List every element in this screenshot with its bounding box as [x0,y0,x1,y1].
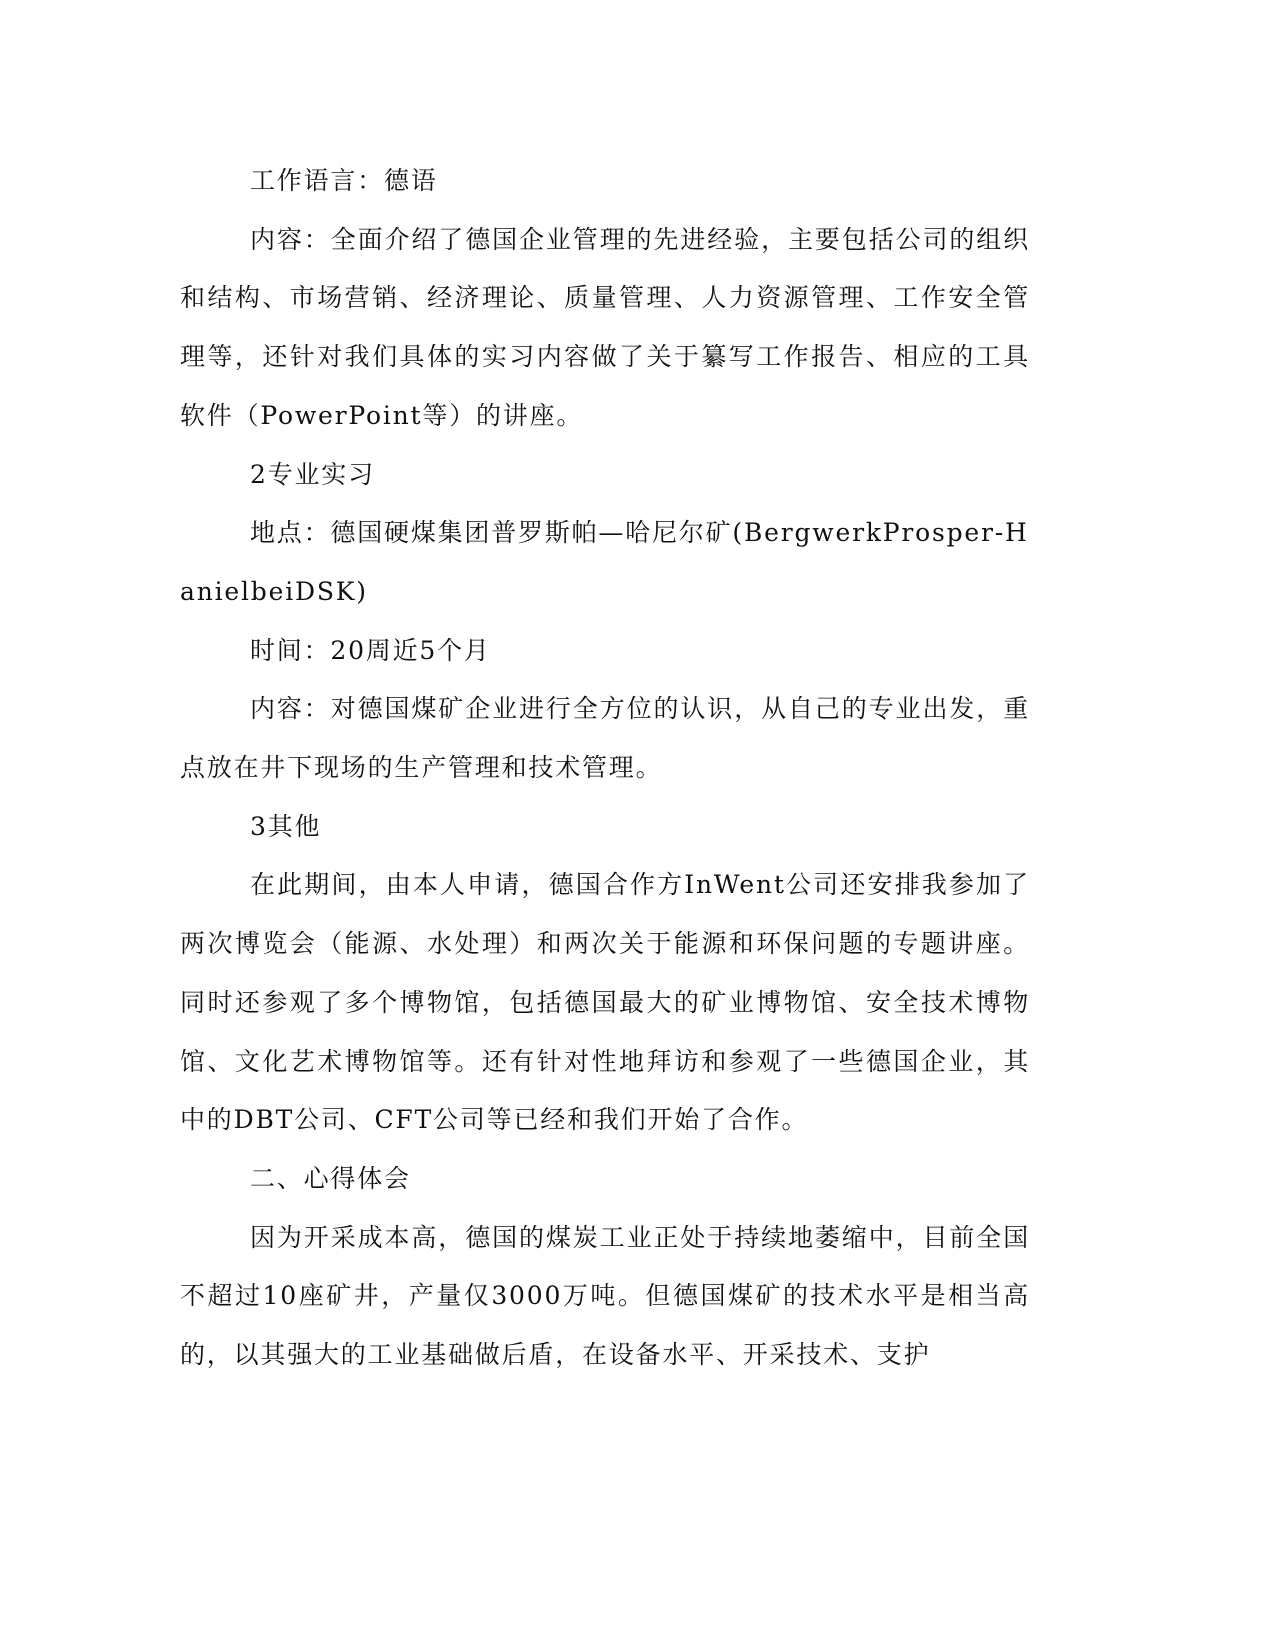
paragraph-training-content: 内容：全面介绍了德国企业管理的先进经验，主要包括公司的组织和结构、市场营销、经济理论、质量管理、人力资源管理、工作安全管理等，还针对我们具体的实习内容做了关于纂写工作报告、相应的工具软件（PowerPoint等）的讲座。 [180,224,1030,430]
document-body [180,152,1030,1385]
paragraph-location: 地点：德国硬煤集团普罗斯帕—哈尼尔矿(BergwerkProsper-HanielbeiDSK) [180,518,1029,606]
paragraph-working-language: 工作语言：德语 [250,166,438,195]
paragraph-internship-content: 内容：对德国煤矿企业进行全方位的认识，从自己的专业出发，重点放在井下现场的生产管理和技术管理。 [180,694,1030,783]
section-heading-other: 3其他 [250,811,322,841]
paragraph-other-activities: 在此期间，由本人申请，德国合作方InWent公司还安排我参加了两次博览会（能源、水处理）和两次关于能源和环保问题的专题讲座。同时还参观了多个博物馆，包括德国最大的矿业博物馆、安全技术博物馆、文化艺术博物馆等。还有针对性地拜访和参观了一些德国企业，其中的DBT公司、CFT公司等已经和我们开始了合作。 [180,870,1030,1135]
paragraph-duration: 时间：20周近5个月 [250,635,491,665]
section-heading-professional-internship: 2专业实习 [250,459,375,489]
paragraph-reflections-body: 因为开采成本高，德国的煤炭工业正处于持续地萎缩中，目前全国不超过10座矿井，产量仅3000万吨。但德国煤矿的技术水平是相当高的，以其强大的工业基础做后盾，在设备水平、开采技术、支护 [180,1222,1030,1370]
section-heading-reflections: 二、心得体会 [250,1163,411,1193]
